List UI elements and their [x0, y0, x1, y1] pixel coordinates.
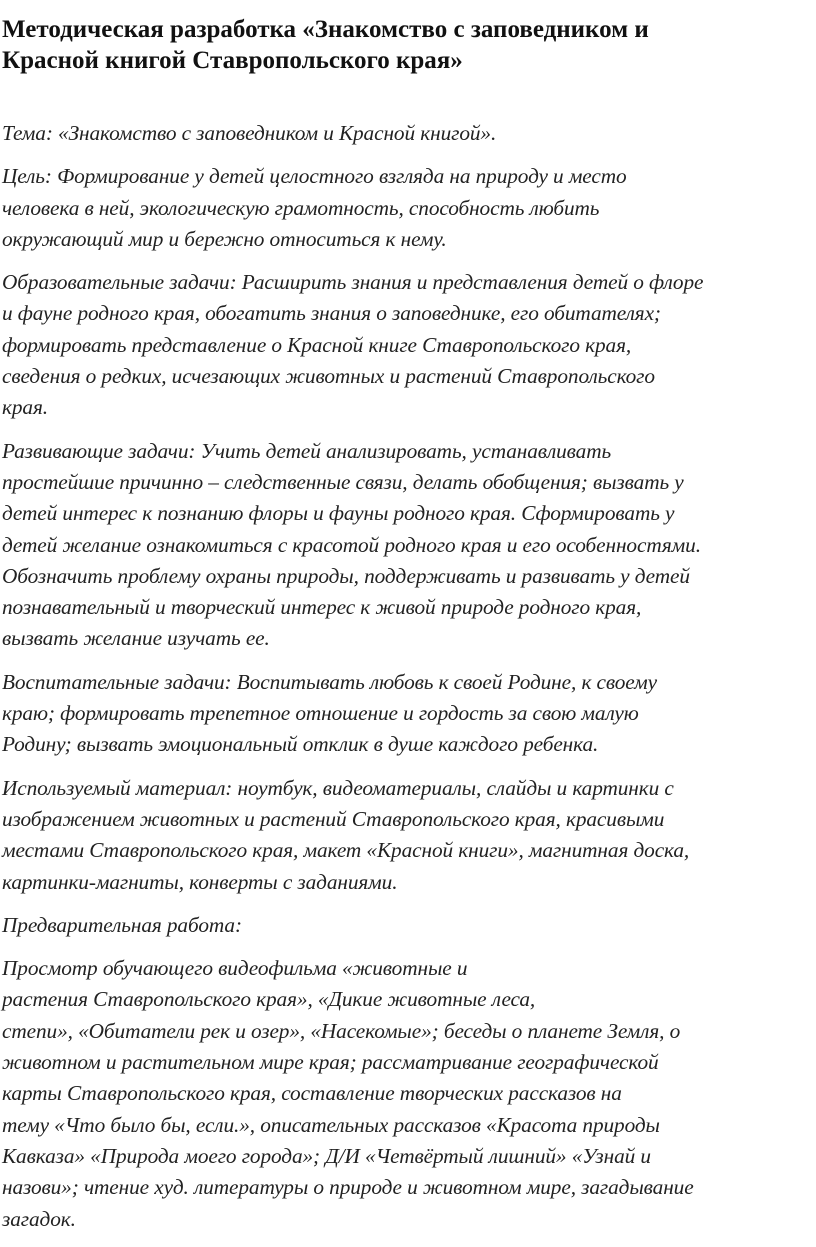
text-line: картинки-магниты, конверты с заданиями. — [2, 869, 398, 894]
text-line: Предварительная работа: — [2, 912, 242, 937]
text-line: человека в ней, экологическую грамотность, способность любить — [2, 195, 600, 220]
text-line: и фауне родного края, обогатить знания о заповеднике, его обитателях; — [2, 301, 661, 326]
text-line: Воспитательные задачи: Воспитывать любовь к своей Родине, к своему — [2, 669, 657, 694]
text-line: степи», «Обитатели рек и озер», «Насекомые»; беседы о планете Земля, о — [2, 1018, 681, 1043]
paragraph-upbringing-tasks — [2, 667, 816, 761]
text-line: растения Ставропольского края», «Дикие животные леса, — [2, 987, 536, 1012]
title-line: Методическая разработка «Знакомство с заповедником и — [2, 16, 649, 43]
text-line: детей интерес к познанию флоры и фауны родного края. Сформировать у — [2, 501, 675, 526]
document-title — [2, 14, 816, 76]
text-line: Обозначить проблему охраны природы, поддерживать и развивать у детей — [2, 563, 690, 588]
text-line: края. — [2, 395, 48, 420]
paragraph-educational-tasks — [2, 267, 816, 423]
text-line: Цель: Формирование у детей целостного взгляда на природу и место — [2, 164, 627, 189]
text-line: познавательный и творческий интерес к живой природе родного края, — [2, 595, 642, 620]
text-line: местами Ставропольского края, макет «Красной книги», магнитная доска, — [2, 838, 690, 863]
text-line: тему «Что было бы, если.», описательных рассказов «Красота природы — [2, 1112, 660, 1137]
text-line: формировать представление о Красной книге Ставропольского края, — [2, 332, 632, 357]
text-line: сведения о редких, исчезающих животных и растений Ставропольского — [2, 364, 655, 389]
text-line: Тема: «Знакомство с заповедником и Красной книгой». — [2, 121, 497, 145]
paragraph-developing-tasks — [2, 436, 816, 655]
title-line: Красной книгой Ставропольского края» — [2, 47, 463, 74]
text-line: простейшие причинно – следственные связи, делать обобщения; вызвать у — [2, 469, 684, 494]
text-line: Родину; вызвать эмоциональный отклик в душе каждого ребенка. — [2, 732, 599, 757]
text-line: Просмотр обучающего видеофильма «животные и — [2, 956, 468, 981]
text-line: Развивающие задачи: Учить детей анализировать, устанавливать — [2, 438, 612, 463]
text-line: детей желание ознакомиться с красотой родного края и его особенностями. — [2, 532, 701, 557]
text-line: краю; формировать трепетное отношение и гордость за свою малую — [2, 701, 639, 726]
text-line: загадок. — [2, 1206, 76, 1231]
paragraph-materials — [2, 773, 816, 898]
text-line: карты Ставропольского края, составление творческих рассказов на — [2, 1081, 622, 1106]
paragraph-goal — [2, 161, 816, 255]
paragraph-topic — [2, 118, 816, 149]
text-line: Используемый материал: ноутбук, видеоматериалы, слайды и картинки с — [2, 775, 674, 800]
text-line: животном и растительном мире края; рассматривание географической — [2, 1050, 659, 1075]
text-line: окружающий мир и бережно относиться к нему. — [2, 226, 447, 251]
text-line: назови»; чтение худ. литературы о природе и животном мире, загадывание — [2, 1175, 694, 1200]
text-line: вызвать желание изучать ее. — [2, 626, 270, 651]
text-line: Образовательные задачи: Расширить знания и представления детей о флоре — [2, 270, 704, 295]
text-line: Кавказа» «Природа моего города»; Д/И «Четвёртый лишний» «Узнай и — [2, 1143, 651, 1168]
paragraph-preliminary-work — [2, 953, 816, 1235]
paragraph-preliminary-heading — [2, 910, 816, 941]
text-line: изображением животных и растений Ставропольского края, красивыми — [2, 806, 665, 831]
